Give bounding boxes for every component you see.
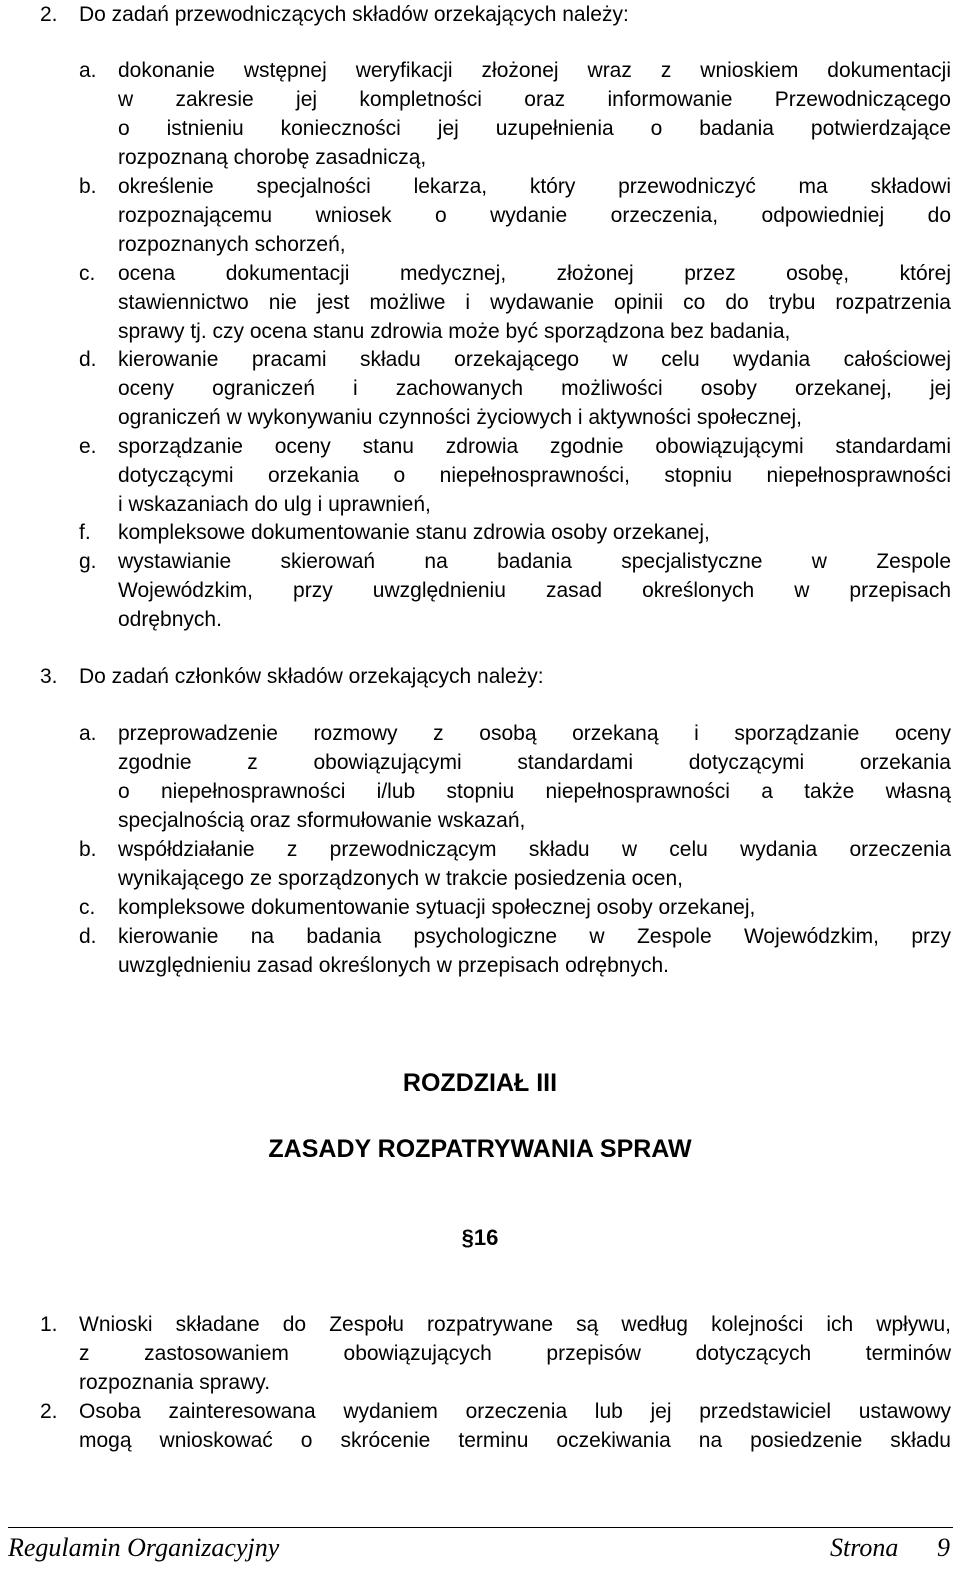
list-item-line: o niepełnosprawności i/lub stopniu niepełnosprawności a także własną: [118, 780, 951, 803]
list-item-line: w zakresie jej kompletności oraz informowanie Przewodniczącego: [118, 88, 951, 111]
footer-rule: [8, 1527, 953, 1528]
list-marker: c.: [79, 896, 96, 919]
list-item-line: kierowanie na badania psychologiczne w Zespole Wojewódzkim, przy: [118, 925, 951, 948]
list-marker: a.: [79, 722, 97, 745]
list-item-line: dotyczącymi orzekania o niepełnosprawności, stopniu niepełnosprawności: [118, 464, 951, 487]
list-item-line: zgodnie z obowiązującymi standardami dotyczącymi orzekania: [118, 751, 951, 774]
list-item-line: kompleksowe dokumentowanie stanu zdrowia osoby orzekanej,: [118, 521, 710, 544]
section-3-number: 3.: [40, 665, 58, 688]
list-item-line: z zastosowaniem obowiązujących przepisów dotyczących terminów: [79, 1342, 951, 1365]
list-item-line: przeprowadzenie rozmowy z osobą orzekaną i sporządzanie oceny: [118, 722, 951, 745]
list-item-line: dokonanie wstępnej weryfikacji złożonej wraz z wnioskiem dokumentacji: [118, 59, 951, 82]
list-item-line: i wskazaniach do ulg i uprawnień,: [118, 493, 431, 516]
list-item-line: mogą wnioskować o skrócenie terminu oczekiwania na posiedzenie składu: [79, 1429, 951, 1452]
chapter-title: ROZDZIAŁ III: [402, 1069, 558, 1097]
list-marker: f.: [79, 521, 91, 544]
list-item-line: sprawy tj. czy ocena stanu zdrowia może być sporządzona bez badania,: [118, 320, 791, 343]
list-item-line: o istnieniu konieczności jej uzupełnienia o badania potwierdzające: [118, 117, 951, 140]
list-item-line: rozpoznającemu wniosek o wydanie orzeczenia, odpowiedniej do: [118, 204, 951, 227]
list-item-line: kierowanie pracami składu orzekającego w celu wydania całościowej: [118, 348, 951, 371]
list-item-line: rozpoznania sprawy.: [79, 1371, 271, 1394]
list-item-line: odrębnych.: [118, 608, 222, 631]
list-marker: a.: [79, 59, 97, 82]
paragraph-number: §16: [461, 1225, 499, 1250]
list-item-line: Osoba zainteresowana wydaniem orzeczenia lub jej przedstawiciel ustawowy: [79, 1400, 951, 1423]
footer-title: Regulamin Organizacyjny: [8, 1533, 280, 1562]
list-item-line: stawiennictwo nie jest możliwe i wydawanie opinii co do trybu rozpatrzenia: [118, 291, 951, 314]
list-marker: d.: [79, 925, 97, 948]
list-item-line: kompleksowe dokumentowanie sytuacji społecznej osoby orzekanej,: [118, 896, 756, 919]
chapter-subtitle: ZASADY ROZPATRYWANIA SPRAW: [268, 1135, 692, 1163]
list-marker: e.: [79, 435, 97, 458]
list-marker: c.: [79, 262, 96, 285]
list-item-line: oceny ograniczeń i zachowanych możliwości osoby orzekanej, jej: [118, 377, 951, 400]
list-item-line: ocena dokumentacji medycznej, złożonej przez osobę, której: [118, 262, 951, 285]
list-item-line: współdziałanie z przewodniczącym składu w celu wydania orzeczenia: [118, 838, 951, 861]
list-marker: 1.: [40, 1313, 58, 1336]
footer-page-number: 9: [937, 1533, 950, 1562]
list-marker: g.: [79, 550, 97, 573]
list-marker: b.: [79, 175, 97, 198]
list-item-line: określenie specjalności lekarza, który przewodniczyć ma składowi: [118, 175, 951, 198]
list-item-line: wystawianie skierowań na badania specjalistyczne w Zespole: [118, 550, 951, 573]
list-item-line: rozpoznanych schorzeń,: [118, 233, 346, 256]
footer-page-label: Strona: [830, 1533, 899, 1562]
section-3-title: Do zadań członków składów orzekających należy:: [79, 665, 544, 688]
list-item-line: wynikającego ze sporządzonych w trakcie posiedzenia ocen,: [118, 867, 683, 890]
list-marker: 2.: [40, 1400, 58, 1423]
list-item-line: Wojewódzkim, przy uwzględnieniu zasad określonych w przepisach: [118, 579, 951, 602]
list-marker: d.: [79, 348, 97, 371]
list-item-line: rozpoznaną chorobę zasadniczą,: [118, 146, 427, 169]
section-2-title: Do zadań przewodniczących składów orzekających należy:: [79, 3, 629, 26]
list-marker: b.: [79, 838, 97, 861]
list-item-line: ograniczeń w wykonywaniu czynności życiowych i aktywności społecznej,: [118, 406, 802, 429]
list-item-line: uwzględnieniu zasad określonych w przepisach odrębnych.: [118, 954, 669, 977]
list-item-line: specjalnością oraz sformułowanie wskazań,: [118, 809, 526, 832]
list-item-line: sporządzanie oceny stanu zdrowia zgodnie obowiązującymi standardami: [118, 435, 951, 458]
list-item-line: Wnioski składane do Zespołu rozpatrywane są według kolejności ich wpływu,: [79, 1313, 951, 1336]
section-2-number: 2.: [40, 3, 58, 26]
